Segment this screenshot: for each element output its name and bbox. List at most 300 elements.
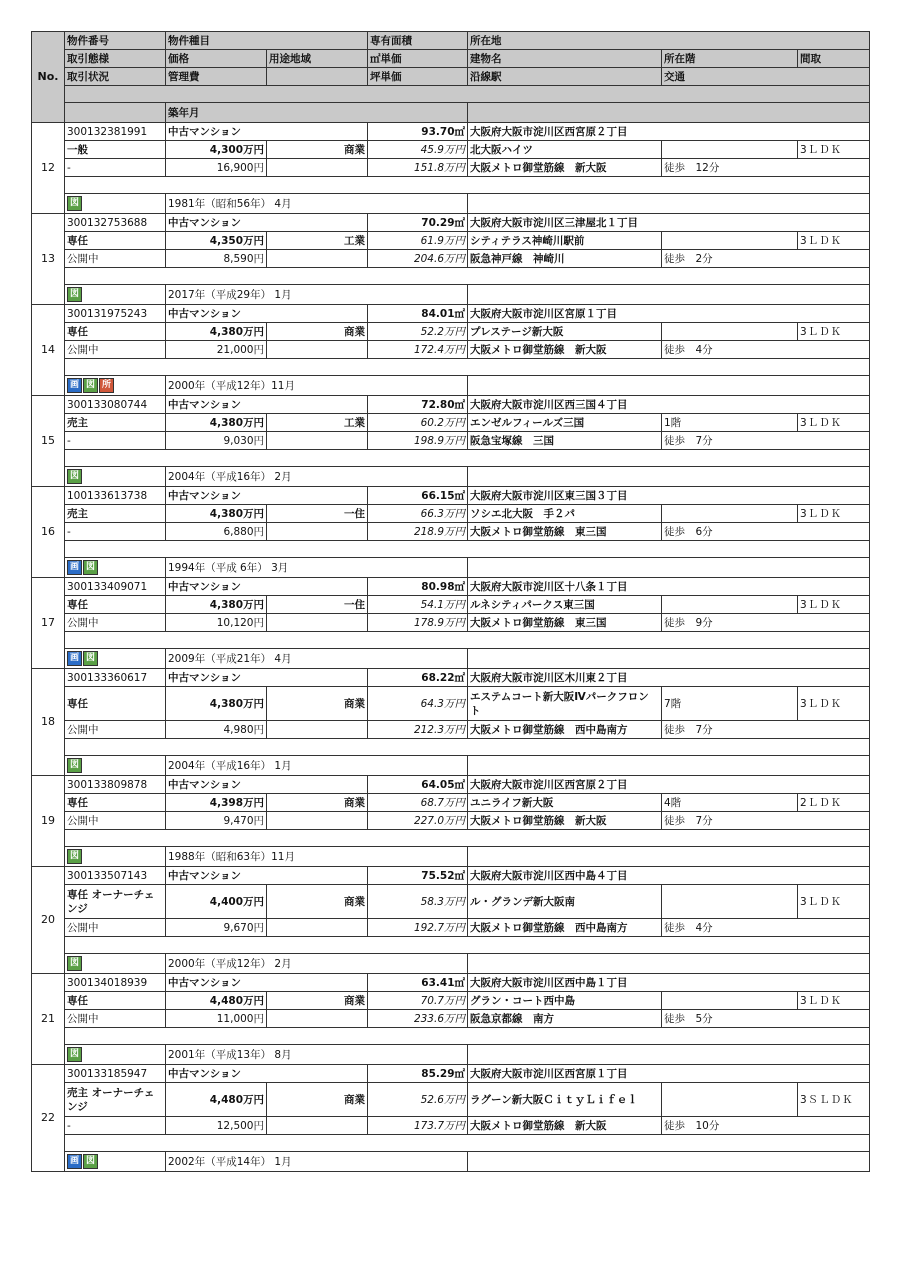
property-area: 64.05㎡ [368,776,468,794]
deal-type: 専任 [65,992,166,1010]
header-address: 所在地 [468,32,870,50]
row-number: 14 [32,305,65,396]
blank-row [65,450,870,467]
property-row [32,487,870,505]
header-line: 沿線駅 [468,68,662,86]
tsubo-price: 227.0万円 [368,812,468,830]
icon-cell [65,376,166,396]
property-row [32,1152,870,1172]
tsubo-price: 178.9万円 [368,614,468,632]
property-listing-table [31,31,870,1172]
blank-row [65,1135,870,1152]
property-row [32,1117,870,1135]
deal-type: 売主 オーナーチェンジ [65,1083,166,1117]
map-icon[interactable]: 図 [83,378,98,393]
map-icon[interactable]: 図 [67,469,82,484]
access: 徒歩 4分 [662,341,870,359]
icon-cell [65,194,166,214]
layout: 3ＬＤＫ [798,687,870,721]
floor [662,323,798,341]
tsubo-price: 172.4万円 [368,341,468,359]
row-number: 19 [32,776,65,867]
management-fee: 6,880円 [166,523,267,541]
access: 徒歩 6分 [662,523,870,541]
built-date: 2000年（平成12年）11月 [166,376,468,396]
status: 公開中 [65,614,166,632]
layout: 3ＳＬＤＫ [798,1083,870,1117]
blank-row [65,541,870,558]
header-property-id: 物件番号 [65,32,166,50]
price: 4,400万円 [166,885,267,919]
property-row [32,159,870,177]
zoning: 工業 [267,232,368,250]
property-row [32,396,870,414]
empty-cell [267,432,368,450]
property-address: 大阪府大阪市淀川区東三国３丁目 [468,487,870,505]
property-row [32,632,870,649]
property-area: 84.01㎡ [368,305,468,323]
price: 4,380万円 [166,414,267,432]
sqm-price: 54.1万円 [368,596,468,614]
floor [662,141,798,159]
tsubo-price: 218.9万円 [368,523,468,541]
property-address: 大阪府大阪市淀川区三津屋北１丁目 [468,214,870,232]
property-row [32,649,870,669]
built-date: 2017年（平成29年） 1月 [166,285,468,305]
property-type: 中古マンション [166,776,368,794]
floor [662,596,798,614]
sqm-price: 58.3万円 [368,885,468,919]
tsubo-price: 204.6万円 [368,250,468,268]
empty-cell [267,721,368,739]
empty-cell [267,159,368,177]
building-name: シティテラス神崎川駅前 [468,232,662,250]
header-deal-type: 取引態様 [65,50,166,68]
blank-row [65,359,870,376]
access: 徒歩 9分 [662,614,870,632]
access: 徒歩 7分 [662,721,870,739]
access: 徒歩 7分 [662,812,870,830]
zoning: 一住 [267,505,368,523]
line-station: 阪急京都線 南方 [468,1010,662,1028]
access: 徒歩 4分 [662,919,870,937]
property-row [32,867,870,885]
property-id: 300133360617 [65,669,166,687]
layout: 3ＬＤＫ [798,232,870,250]
tsubo-price: 151.8万円 [368,159,468,177]
map-icon[interactable]: 図 [67,956,82,971]
property-row [32,776,870,794]
layout: 3ＬＤＫ [798,323,870,341]
property-row [32,739,870,756]
deal-type: 一般 [65,141,166,159]
line-station: 大阪メトロ御堂筋線 東三国 [468,523,662,541]
property-row [32,885,870,919]
management-fee: 9,030円 [166,432,267,450]
empty-cell [468,847,870,867]
header-empty [468,103,870,123]
header-access: 交通 [662,68,870,86]
building-name: プレステージ新大阪 [468,323,662,341]
property-row [32,596,870,614]
deal-type: 専任 オーナーチェンジ [65,885,166,919]
empty-cell [468,558,870,578]
property-row [32,721,870,739]
line-station: 大阪メトロ御堂筋線 新大阪 [468,812,662,830]
blank-row [65,739,870,756]
property-row [32,305,870,323]
zoning: 商業 [267,1083,368,1117]
blank-row [65,830,870,847]
property-row [32,414,870,432]
property-row [32,177,870,194]
sqm-price: 52.6万円 [368,1083,468,1117]
map-icon[interactable]: 図 [67,849,82,864]
access: 徒歩 5分 [662,1010,870,1028]
floor [662,992,798,1010]
empty-cell [468,756,870,776]
sqm-price: 52.2万円 [368,323,468,341]
price: 4,300万円 [166,141,267,159]
sqm-price: 64.3万円 [368,687,468,721]
layout: 3ＬＤＫ [798,885,870,919]
management-fee: 10,120円 [166,614,267,632]
building-name: グラン・コート西中島 [468,992,662,1010]
header-building: 建物名 [468,50,662,68]
floor [662,505,798,523]
building-name: ユニライフ新大阪 [468,794,662,812]
empty-cell [267,812,368,830]
tsubo-price: 198.9万円 [368,432,468,450]
layout: 3ＬＤＫ [798,505,870,523]
building-name: 北大阪ハイツ [468,141,662,159]
status: 公開中 [65,812,166,830]
management-fee: 8,590円 [166,250,267,268]
management-fee: 11,000円 [166,1010,267,1028]
icon-cell [65,467,166,487]
header-layout: 間取 [798,50,870,68]
property-row [32,141,870,159]
deal-type: 売主 [65,414,166,432]
header-fee: 管理費 [166,68,267,86]
floor [662,1083,798,1117]
property-row [32,1028,870,1045]
icon-cell [65,954,166,974]
deal-type: 専任 [65,323,166,341]
empty-cell [468,1152,870,1172]
property-row [32,756,870,776]
property-row [32,541,870,558]
property-area: 68.22㎡ [368,669,468,687]
location-icon[interactable]: 所 [99,378,114,393]
property-type: 中古マンション [166,123,368,141]
property-row [32,232,870,250]
property-id: 300134018939 [65,974,166,992]
sqm-price: 60.2万円 [368,414,468,432]
property-row [32,687,870,721]
header-blank-row [65,86,870,103]
status: - [65,432,166,450]
property-row [32,1010,870,1028]
tsubo-price: 173.7万円 [368,1117,468,1135]
property-row [32,450,870,467]
line-station: 阪急神戸線 神崎川 [468,250,662,268]
empty-cell [468,376,870,396]
zoning: 一住 [267,596,368,614]
line-station: 大阪メトロ御堂筋線 西中島南方 [468,721,662,739]
layout: 3ＬＤＫ [798,414,870,432]
row-number: 15 [32,396,65,487]
access: 徒歩 2分 [662,250,870,268]
header-no: No. [32,32,65,123]
icon-cell [65,1152,166,1172]
property-area: 66.15㎡ [368,487,468,505]
property-row [32,1135,870,1152]
building-name: エステムコート新大阪Ⅳパークフロント [468,687,662,721]
property-row [32,558,870,578]
status: 公開中 [65,250,166,268]
property-row [32,1065,870,1083]
image-icon[interactable]: 画 [67,560,82,575]
access: 徒歩 12分 [662,159,870,177]
property-address: 大阪府大阪市淀川区宮原１丁目 [468,305,870,323]
sqm-price: 66.3万円 [368,505,468,523]
built-date: 2000年（平成12年） 2月 [166,954,468,974]
status: - [65,159,166,177]
line-station: 大阪メトロ御堂筋線 新大阪 [468,159,662,177]
property-row [32,919,870,937]
building-name: ル・グランデ新大阪南 [468,885,662,919]
sqm-price: 68.7万円 [368,794,468,812]
status: 公開中 [65,919,166,937]
empty-cell [267,919,368,937]
map-icon[interactable]: 図 [83,651,98,666]
line-station: 阪急宝塚線 三国 [468,432,662,450]
blank-row [65,268,870,285]
row-number: 17 [32,578,65,669]
blank-row [65,1028,870,1045]
property-address: 大阪府大阪市淀川区西中島４丁目 [468,867,870,885]
zoning: 商業 [267,794,368,812]
property-row [32,194,870,214]
property-type: 中古マンション [166,669,368,687]
property-row [32,285,870,305]
sqm-price: 61.9万円 [368,232,468,250]
property-address: 大阪府大阪市淀川区西三国４丁目 [468,396,870,414]
building-name: ラグーン新大阪ＣｉｔｙＬｉｆｅｌ [468,1083,662,1117]
built-date: 2004年（平成16年） 2月 [166,467,468,487]
tsubo-price: 233.6万円 [368,1010,468,1028]
zoning: 商業 [267,323,368,341]
property-id: 300133809878 [65,776,166,794]
deal-type: 専任 [65,687,166,721]
property-row [32,250,870,268]
access: 徒歩 10分 [662,1117,870,1135]
property-row [32,467,870,487]
property-area: 63.41㎡ [368,974,468,992]
header-empty [267,68,368,86]
deal-type: 売主 [65,505,166,523]
property-row [32,1083,870,1117]
header-sqm-price: ㎡単価 [368,50,468,68]
floor: 7階 [662,687,798,721]
tsubo-price: 212.3万円 [368,721,468,739]
header-floor: 所在階 [662,50,798,68]
property-type: 中古マンション [166,214,368,232]
built-date: 2004年（平成16年） 1月 [166,756,468,776]
property-row [32,830,870,847]
built-date: 1988年（昭和63年）11月 [166,847,468,867]
row-number: 21 [32,974,65,1065]
property-type: 中古マンション [166,487,368,505]
property-row [32,794,870,812]
property-id: 300131975243 [65,305,166,323]
built-date: 1981年（昭和56年） 4月 [166,194,468,214]
blank-row [65,937,870,954]
property-area: 72.80㎡ [368,396,468,414]
property-row [32,523,870,541]
property-id: 300132753688 [65,214,166,232]
property-type: 中古マンション [166,396,368,414]
image-icon[interactable]: 画 [67,651,82,666]
header-property-type: 物件種目 [166,32,368,50]
property-rows [32,123,870,1172]
property-id: 300133080744 [65,396,166,414]
row-number: 12 [32,123,65,214]
table-header [32,32,870,123]
empty-cell [267,614,368,632]
property-row [32,669,870,687]
header-price: 価格 [166,50,267,68]
price: 4,380万円 [166,323,267,341]
row-number: 18 [32,669,65,776]
icon-cell [65,756,166,776]
floor [662,885,798,919]
line-station: 大阪メトロ御堂筋線 東三国 [468,614,662,632]
property-address: 大阪府大阪市淀川区西宮原２丁目 [468,123,870,141]
map-icon[interactable]: 図 [67,196,82,211]
property-area: 70.29㎡ [368,214,468,232]
property-row [32,376,870,396]
price: 4,480万円 [166,992,267,1010]
property-row [32,812,870,830]
blank-row [65,177,870,194]
building-name: エンゼルフィールズ三国 [468,414,662,432]
property-row [32,578,870,596]
layout: 3ＬＤＫ [798,141,870,159]
empty-cell [468,467,870,487]
property-type: 中古マンション [166,867,368,885]
icon-cell [65,285,166,305]
deal-type: 専任 [65,232,166,250]
sqm-price: 70.7万円 [368,992,468,1010]
property-row [32,323,870,341]
property-row [32,432,870,450]
property-row [32,992,870,1010]
property-address: 大阪府大阪市淀川区十八条１丁目 [468,578,870,596]
property-address: 大阪府大阪市淀川区西宮原１丁目 [468,1065,870,1083]
management-fee: 9,470円 [166,812,267,830]
property-area: 93.70㎡ [368,123,468,141]
header-status: 取引状況 [65,68,166,86]
empty-cell [468,285,870,305]
property-type: 中古マンション [166,974,368,992]
built-date: 1994年（平成 6年） 3月 [166,558,468,578]
header-zoning: 用途地域 [267,50,368,68]
deal-type: 専任 [65,794,166,812]
layout: 3ＬＤＫ [798,992,870,1010]
management-fee: 21,000円 [166,341,267,359]
empty-cell [267,1010,368,1028]
empty-cell [267,523,368,541]
price: 4,350万円 [166,232,267,250]
price: 4,480万円 [166,1083,267,1117]
property-type: 中古マンション [166,1065,368,1083]
price: 4,380万円 [166,505,267,523]
status: - [65,1117,166,1135]
zoning: 商業 [267,885,368,919]
image-icon[interactable]: 画 [67,378,82,393]
price: 4,380万円 [166,596,267,614]
empty-cell [267,341,368,359]
header-tsubo-price: 坪単価 [368,68,468,86]
line-station: 大阪メトロ御堂筋線 新大阪 [468,1117,662,1135]
header-built: 築年月 [166,103,468,123]
built-date: 2001年（平成13年） 8月 [166,1045,468,1065]
row-number: 22 [32,1065,65,1172]
property-row [32,341,870,359]
icon-cell [65,649,166,669]
property-row [32,937,870,954]
deal-type: 専任 [65,596,166,614]
image-icon[interactable]: 画 [67,1154,82,1169]
building-name: ルネシティパークス東三国 [468,596,662,614]
property-id: 300133409071 [65,578,166,596]
row-number: 13 [32,214,65,305]
property-id: 300133185947 [65,1065,166,1083]
empty-cell [267,250,368,268]
status: 公開中 [65,721,166,739]
row-number: 16 [32,487,65,578]
built-date: 2009年（平成21年） 4月 [166,649,468,669]
property-row [32,123,870,141]
map-icon[interactable]: 図 [67,758,82,773]
property-area: 75.52㎡ [368,867,468,885]
line-station: 大阪メトロ御堂筋線 新大阪 [468,341,662,359]
floor: 1階 [662,414,798,432]
property-id: 300133507143 [65,867,166,885]
sqm-price: 45.9万円 [368,141,468,159]
property-row [32,614,870,632]
property-address: 大阪府大阪市淀川区西宮原２丁目 [468,776,870,794]
property-type: 中古マンション [166,578,368,596]
property-row [32,268,870,285]
property-row [32,1045,870,1065]
price: 4,398万円 [166,794,267,812]
map-icon[interactable]: 図 [67,287,82,302]
property-row [32,505,870,523]
map-icon[interactable]: 図 [83,560,98,575]
property-address: 大阪府大阪市淀川区西中島１丁目 [468,974,870,992]
map-icon[interactable]: 図 [83,1154,98,1169]
property-row [32,954,870,974]
property-row [32,359,870,376]
blank-row [65,632,870,649]
icon-cell [65,847,166,867]
map-icon[interactable]: 図 [67,1047,82,1062]
property-area: 80.98㎡ [368,578,468,596]
status: 公開中 [65,341,166,359]
